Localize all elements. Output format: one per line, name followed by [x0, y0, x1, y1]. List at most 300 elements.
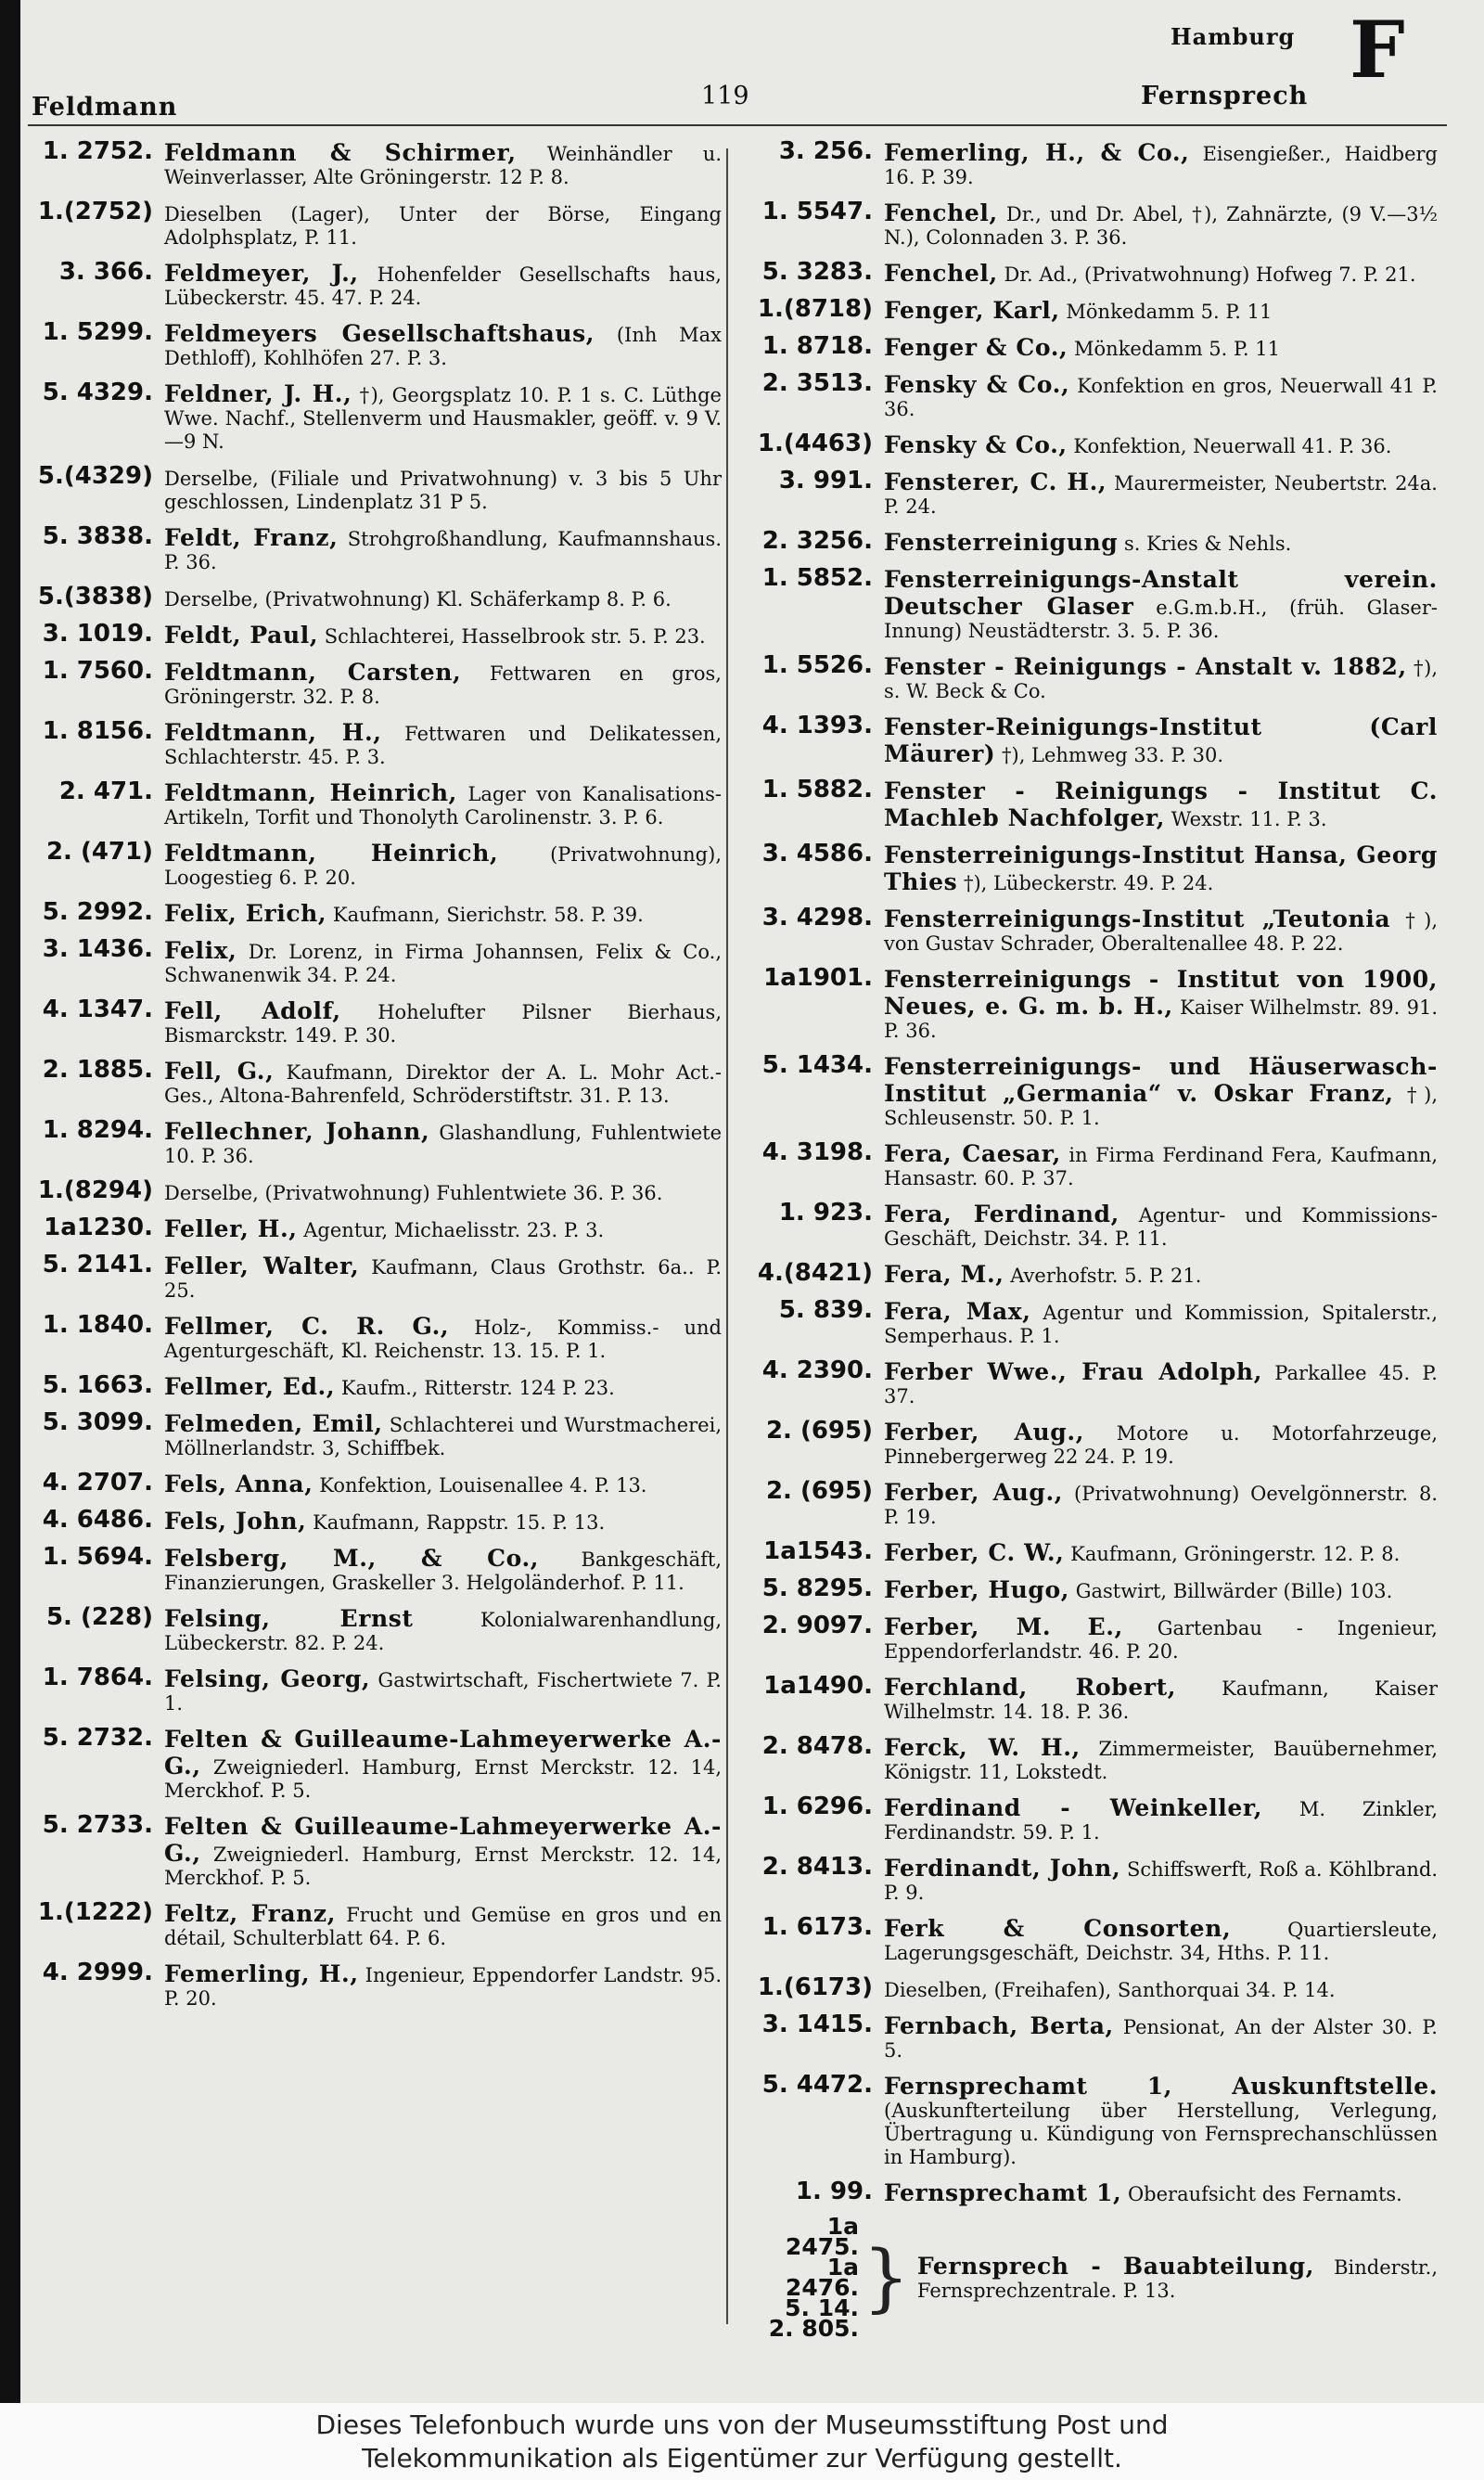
subscriber-details: Dr. Lorenz, in Firma Johannsen, Felix & Co., Schwanenwik 34. P. 24.: [164, 941, 722, 986]
phone-number: 1. 5694.: [42, 1543, 153, 1571]
subscriber-name: Felten & Guilleaume-Lahmeyerwerke A.-G.,: [164, 1813, 722, 1867]
subscriber-name: Fensterreinigungs- und Häuserwasch-Institut „Germania“ v. Oskar Franz,: [884, 1053, 1438, 1107]
right-entry-list: [748, 139, 1438, 2206]
entry-text: [884, 431, 1438, 458]
directory-entry: [748, 1674, 1438, 1724]
subscriber-name: Fera, Ferdinand,: [884, 1201, 1119, 1227]
entry-text: [884, 1479, 1438, 1529]
entry-text: [884, 1053, 1438, 1130]
subscriber-name: Feldt, Paul,: [164, 622, 319, 649]
subscriber-details: Schlachterei und Wurstmacherei, Möllnerlandstr. 3, Schiffbek.: [164, 1414, 722, 1459]
entry-text: [884, 1358, 1438, 1408]
subscriber-name: Felten & Guilleaume-Lahmeyerwerke A.-G.,: [164, 1726, 722, 1780]
directory-entry: [28, 199, 722, 250]
subscriber-details: Konfektion, Neuerwall 41. P. 36.: [1067, 435, 1392, 457]
directory-entry: [28, 1508, 722, 1535]
directory-entry: [28, 1118, 722, 1168]
entry-text: [884, 1539, 1438, 1566]
subscriber-name: Ferber, C. W.,: [884, 1539, 1065, 1566]
phone-number: 1. 5852.: [761, 564, 873, 592]
subscriber-details: (Privatwohnung), Loogestieg 6. P. 20.: [164, 843, 722, 889]
phone-number: 3. 4298.: [761, 904, 873, 932]
directory-entry: [748, 1855, 1438, 1905]
subscriber-details: Zweigniederl. Hamburg, Ernst Merckstr. 12. 14, Merckhof. P. 5.: [164, 1844, 722, 1889]
entry-text: [884, 1674, 1438, 1724]
directory-entry: [748, 1576, 1438, 1603]
subscriber-name: Feller, Walter,: [164, 1253, 360, 1279]
subscriber-details: Kaufm., Ritterstr. 124 P. 23.: [335, 1377, 615, 1399]
directory-entry: [28, 779, 722, 829]
subscriber-name: Fera, Max,: [884, 1298, 1031, 1325]
entry-text: [884, 713, 1438, 767]
directory-entry: [28, 1253, 722, 1303]
entry-text: [164, 464, 722, 514]
directory-entry: [28, 1813, 722, 1890]
phone-number: 4. 2390.: [761, 1356, 873, 1384]
subscriber-name: Fernsprechamt 1, Auskunftstelle.: [884, 2073, 1438, 2100]
entry-text: [164, 937, 722, 987]
subscriber-details: Zimmermeister, Bauübernehmer, Königstr. 11, Lokstedt.: [884, 1738, 1438, 1783]
directory-entry: [748, 1298, 1438, 1348]
entry-text: [884, 2179, 1438, 2206]
entry-text: [164, 1410, 722, 1460]
subscriber-details: Kaufmann, Direktor der A. L. Mohr Act.-Ges., Altona-Bahrenfeld, Schröderstiftstr. 31. P. 13.: [164, 1061, 722, 1107]
entry-text: [164, 997, 722, 1047]
subscriber-details: Holz-, Kommiss.- und Agenturgeschäft, Kl. Reichenstr. 13. 15. P. 1.: [164, 1317, 722, 1362]
entry-text: [164, 900, 722, 927]
directory-entry: [28, 585, 722, 611]
directory-entry: [28, 1900, 722, 1950]
directory-entry: [28, 1058, 722, 1108]
subscriber-details: Bankgeschäft, Finanzierungen, Graskeller 3. Helgoländerhof. P. 11.: [164, 1548, 722, 1594]
grouped-entry: [748, 2213, 1438, 2342]
subscriber-name: Ferdinand - Weinkeller,: [884, 1794, 1263, 1821]
phone-number: 4. 1393.: [761, 712, 873, 739]
phone-number: 1a1543.: [763, 1537, 873, 1565]
entry-text: [884, 334, 1438, 361]
phone-number: 1. 8294.: [42, 1116, 153, 1144]
entry-text: [884, 139, 1438, 189]
subscriber-details: Dieselben (Lager), Unter der Börse, Eingang Adolphsplatz, P. 11.: [164, 203, 722, 249]
subscriber-name: Fensterreinigung: [884, 529, 1119, 556]
subscriber-name: Fell, G.,: [164, 1058, 275, 1085]
directory-entry: [28, 1471, 722, 1497]
subscriber-details: Agentur, Michaelisstr. 23. P. 3.: [297, 1219, 605, 1241]
subscriber-name: Fernsprech - Bauabteilung,: [916, 2253, 1314, 2280]
phone-number: 2. 9097.: [761, 1612, 873, 1639]
phone-number: 2. 8478.: [761, 1732, 873, 1760]
subscriber-details: Schiffswerft, Roß a. Köhlbrand. P. 9.: [884, 1858, 1438, 1904]
subscriber-name: Feldtmann, Heinrich,: [164, 840, 499, 867]
subscriber-details: Kolonialwarenhandlung, Lübeckerstr. 82. P. 24.: [164, 1609, 722, 1654]
entry-text: [164, 524, 722, 574]
directory-entry: [28, 524, 722, 574]
directory-entry: [748, 1358, 1438, 1408]
phone-number: 2. 3513.: [761, 369, 873, 397]
entry-text: [884, 777, 1438, 831]
subscriber-details: †), Schleusenstr. 50. P. 1.: [884, 1084, 1439, 1129]
entry-text: [164, 659, 722, 709]
running-head-city: Hamburg: [1171, 23, 1296, 50]
footer-line: Telekommunikation als Eigentümer zur Verfügung gestellt.: [362, 2443, 1122, 2474]
phone-number: 5. 2733.: [42, 1811, 153, 1839]
phone-number: 4. 3198.: [761, 1138, 873, 1166]
subscriber-name: Fenchel,: [884, 260, 998, 287]
directory-entry: [748, 966, 1438, 1043]
subscriber-details: Schlachterei, Hasselbrook str. 5. P. 23.: [318, 625, 706, 648]
subscriber-details: Fettwaren en gros, Gröningerstr. 32. P. 8.: [164, 662, 722, 708]
directory-entry: [748, 1140, 1438, 1190]
phone-number: 5. 3099.: [42, 1408, 153, 1436]
subscriber-details: Gastwirt, Billwärder (Bille) 103.: [1069, 1580, 1393, 1602]
subscriber-name: Fenger, Karl,: [884, 297, 1060, 324]
directory-entry: [748, 1734, 1438, 1784]
directory-entry: [28, 937, 722, 987]
directory-entry: [28, 1605, 722, 1655]
phone-number: 3. 1019.: [42, 620, 153, 648]
page-number: 119: [701, 82, 749, 110]
phone-number: 4. 6486.: [42, 1506, 153, 1534]
directory-entry: [748, 842, 1438, 895]
subscriber-details: Derselbe, (Filiale und Privatwohnung) v. 3 bis 5 Uhr geschlossen, Lindenplatz 31 P 5.: [164, 468, 722, 513]
subscriber-name: Felsing, Georg,: [164, 1665, 371, 1692]
directory-entry: [748, 1613, 1438, 1664]
subscriber-name: Felsberg, M., & Co.,: [164, 1545, 540, 1572]
subscriber-name: Fensterreinigungs - Institut von 1900, Neues, e. G. m. b. H.,: [884, 966, 1438, 1020]
subscriber-details: †), Lehmweg 33. P. 30.: [995, 744, 1224, 766]
directory-entry: [748, 1479, 1438, 1529]
directory-entry: [28, 1410, 722, 1460]
subscriber-details: Mönkedamm 5. P. 11: [1059, 301, 1273, 323]
footer-line: Dieses Telefonbuch wurde uns von der Museumsstiftung Post und: [315, 2409, 1169, 2440]
directory-entry: [28, 900, 722, 927]
subscriber-name: Fera, M.,: [884, 1261, 1004, 1288]
phone-number: 5. 2732.: [42, 1724, 153, 1752]
subscriber-details: †), von Gustav Schrader, Oberaltenallee 48. P. 22.: [884, 909, 1439, 955]
subscriber-details: Agentur und Kommission, Spitalerstr., Semperhaus. P. 1.: [884, 1302, 1438, 1347]
section-letter: F: [1350, 4, 1405, 96]
subscriber-name: Fernsprechamt 1,: [884, 2179, 1122, 2206]
entry-text: [164, 1960, 722, 2011]
subscriber-details: e.G.m.b.H., (früh. Glaser-Innung) Neustädterstr. 3. 5. P. 36.: [884, 597, 1438, 642]
subscriber-details: Motore u. Motorfahrzeuge, Pinnebergerweg 22 24. P. 19.: [884, 1422, 1438, 1468]
subscriber-name: Fenster-Reinigungs-Institut (Carl Mäurer): [884, 713, 1438, 767]
entry-text: [164, 840, 722, 890]
entry-text: [884, 1915, 1438, 1965]
subscriber-details: Glashandlung, Fuhlentwiete 10. P. 36.: [164, 1122, 722, 1167]
phone-number: 2. (695): [765, 1477, 873, 1505]
phone-number: 5. 1434.: [761, 1051, 873, 1079]
subscriber-name: Fensterreinigungs-Institut „Teutonia: [884, 906, 1391, 932]
subscriber-details: Kaufmann, Gröningerstr. 12. P. 8.: [1064, 1543, 1401, 1565]
phone-number: 5. 2992.: [42, 898, 153, 926]
phone-number: 4.(8421): [757, 1259, 873, 1287]
subscriber-name: Fenster - Reinigungs - Anstalt v. 1882,: [884, 653, 1407, 680]
subscriber-details: Fettwaren und Delikatessen, Schlachterstr. 45. P. 3.: [164, 723, 722, 768]
directory-entry: [748, 566, 1438, 643]
subscriber-details: Kaufmann, Sierichstr. 58. P. 39.: [326, 904, 644, 926]
directory-entry: [748, 653, 1438, 703]
entry-text: [884, 297, 1438, 324]
phone-number: 1a1901.: [763, 964, 873, 992]
subscriber-details: Averhofstr. 5. P. 21.: [1004, 1265, 1202, 1287]
phone-number: 5. 1663.: [42, 1371, 153, 1399]
directory-entry: [28, 320, 722, 370]
subscriber-name: Ferdinandt, John,: [884, 1855, 1121, 1882]
entry-text: [884, 2012, 1438, 2062]
directory-entry: [748, 529, 1438, 556]
entry-text: [884, 653, 1438, 703]
entry-text: [884, 529, 1438, 556]
subscriber-name: Fenster - Reinigungs - Institut C. Machleb Nachfolger,: [884, 777, 1438, 831]
directory-entry: [28, 1960, 722, 2011]
directory-entry: [748, 1975, 1438, 2002]
subscriber-details: Dieselben, (Freihafen), Santhorquai 34. P. 14.: [884, 1979, 1336, 2001]
group-numbers: [748, 2213, 859, 2342]
header-rule: [28, 124, 1447, 126]
phone-number: 1.(4463): [757, 430, 873, 457]
footer-credit: [0, 2403, 1484, 2480]
phone-number: 1.(6173): [757, 1973, 873, 2001]
phone-number: 2. 471.: [58, 777, 153, 805]
entry-text: [164, 320, 722, 370]
entry-text: [164, 260, 722, 310]
subscriber-name: Fensterer, C. H.,: [884, 469, 1107, 495]
directory-entry: [748, 2179, 1438, 2206]
subscriber-details: Wexstr. 11. P. 3.: [1165, 808, 1327, 830]
subscriber-details: (Auskunfterteilung über Herstellung, Verlegung, Übertragung u. Kündigung von Fernsprechanschlüssen in Hamburg).: [884, 2100, 1438, 2168]
subscriber-details: Derselbe, (Privatwohnung) Fuhlentwiete 36. P. 36.: [164, 1182, 663, 1204]
phone-number: 1. 7560.: [42, 657, 153, 685]
phone-number: 5. 3283.: [761, 258, 873, 286]
directory-entry: [28, 1545, 722, 1595]
subscriber-details: †), Georgsplatz 10. P. 1 s. C. Lüthge Wwe. Nachf., Stellenverm und Hausmakler, geöff. v. 9 V.—9 N.: [164, 384, 722, 453]
directory-entry: [748, 2073, 1438, 2169]
entry-text: [164, 1058, 722, 1108]
subscriber-details: Hohelufter Pilsner Bierhaus, Bismarckstr. 149. P. 30.: [164, 1001, 722, 1047]
phone-number: 3. 1415.: [761, 2011, 873, 2038]
subscriber-details: (Inh Max Dethloff), Kohlhöfen 27. P. 3.: [164, 324, 722, 369]
directory-entry: [28, 1373, 722, 1400]
directory-entry: [28, 840, 722, 890]
entry-text: [884, 260, 1438, 287]
directory-entry: [28, 622, 722, 649]
subscriber-name: Ferber, Hugo,: [884, 1576, 1070, 1603]
subscriber-details: M. Zinkler, Ferdinandstr. 59. P. 1.: [884, 1798, 1438, 1844]
subscriber-details: Konfektion, Louisenallee 4. P. 13.: [313, 1474, 647, 1497]
entry-text: [164, 622, 722, 649]
directory-entry: [28, 1313, 722, 1363]
subscriber-details: Agentur- und Kommissions-Geschäft, Deichstr. 34. P. 11.: [884, 1204, 1438, 1250]
directory-entry: [748, 1794, 1438, 1844]
phone-number: 1. 6173.: [761, 1913, 873, 1941]
entry-text: [884, 199, 1438, 250]
phone-number: 5. 3838.: [42, 522, 153, 550]
subscriber-details: Konfektion en gros, Neuerwall 41 P. 36.: [884, 375, 1438, 420]
phone-number: 5. 2141.: [42, 1251, 153, 1279]
entry-text: [884, 906, 1438, 956]
directory-entry: [748, 713, 1438, 767]
phone-number: 4. 1347.: [42, 996, 153, 1023]
subscriber-name: Fensky & Co.,: [884, 371, 1070, 398]
subscriber-name: Feldtmann, H.,: [164, 719, 382, 746]
entry-text: [164, 779, 722, 829]
entry-text: [164, 1118, 722, 1168]
entry-text: [884, 1855, 1438, 1905]
directory-entry: [748, 1915, 1438, 1965]
subscriber-details: Ingenieur, Eppendorfer Landstr. 95. P. 20.: [164, 1964, 722, 2010]
phone-number: 2. 1885.: [42, 1056, 153, 1084]
entry-text: [164, 1471, 722, 1497]
phone-number: 1. 5882.: [761, 776, 873, 803]
directory-entry: [28, 719, 722, 769]
subscriber-name: Feldmeyers Gesellschaftshaus,: [164, 320, 595, 347]
subscriber-details: Hohenfelder Gesellschafts haus, Lübeckerstr. 45. 47. P. 24.: [164, 263, 722, 309]
directory-entry: [748, 334, 1438, 361]
subscriber-details: Parkallee 45. P. 37.: [884, 1362, 1438, 1407]
subscriber-name: Feldmeyer, J.,: [164, 260, 359, 287]
entry-text: [164, 1373, 722, 1400]
subscriber-name: Feldt, Franz,: [164, 524, 339, 551]
directory-entry: [748, 1419, 1438, 1469]
phone-number: 1. 1840.: [42, 1311, 153, 1339]
phone-number: 5. 4329.: [42, 379, 153, 406]
phone-number: 1. 2752.: [42, 137, 153, 165]
subscriber-details: Weinhändler u. Weinverlasser, Alte Gröningerstr. 12 P. 8.: [164, 143, 722, 188]
entry-text: [884, 1419, 1438, 1469]
subscriber-details: Dr., und Dr. Abel, †), Zahnärzte, (9 V.—3½ N.), Colonnaden 3. P. 36.: [884, 203, 1438, 249]
subscriber-details: Kaiser Wilhelmstr. 89. 91. P. 36.: [884, 996, 1438, 1042]
subscriber-details: Lager von Kanalisations-Artikeln, Torfit und Thonolyth Carolinenstr. 3. P. 6.: [164, 783, 722, 829]
subscriber-details: †), Lübeckerstr. 49. P. 24.: [957, 872, 1214, 894]
phone-number: 5. 4472.: [761, 2071, 873, 2099]
phone-number: 4. 2999.: [42, 1959, 153, 1986]
entry-text: [164, 1605, 722, 1655]
entry-text: [884, 1140, 1438, 1190]
directory-entry: [748, 199, 1438, 250]
directory-entry: [748, 139, 1438, 189]
subscriber-details: in Firma Ferdinand Fera, Kaufmann, Hansastr. 60. P. 37.: [884, 1144, 1438, 1189]
phone-number: 5. 14.: [785, 2294, 859, 2321]
subscriber-name: Ferchland, Robert,: [884, 1674, 1177, 1701]
phone-number: 5.(3838): [37, 583, 153, 610]
directory-entry: [28, 380, 722, 454]
phone-number: 2. 805.: [768, 2315, 859, 2342]
entry-text: [884, 1298, 1438, 1348]
subscriber-name: Feller, H.,: [164, 1215, 298, 1242]
subscriber-name: Ferber, Aug.,: [884, 1419, 1084, 1446]
entry-text: [884, 2073, 1438, 2169]
entry-text: [164, 1665, 722, 1715]
subscriber-details: Strohgroßhandlung, Kaufmannshaus. P. 36.: [164, 528, 723, 573]
subscriber-details: †), s. W. Beck & Co.: [884, 657, 1439, 702]
subscriber-name: Feldtmann, Heinrich,: [164, 779, 457, 806]
subscriber-name: Fernbach, Berta,: [884, 2012, 1114, 2039]
entry-text: [884, 1794, 1438, 1844]
phone-number: 3. 4586.: [761, 840, 873, 867]
directory-entry: [28, 260, 722, 310]
subscriber-name: Fellmer, C. R. G.,: [164, 1313, 450, 1340]
subscriber-details: Mönkedamm 5. P. 11: [1068, 338, 1280, 360]
subscriber-name: Fels, John,: [164, 1508, 307, 1535]
subscriber-name: Ferck, W. H.,: [884, 1734, 1081, 1761]
subscriber-details: s. Kries & Nehls.: [1118, 533, 1292, 555]
phone-number: 3. 256.: [778, 137, 873, 165]
subscriber-details: Quartiersleute, Lagerungsgeschäft, Deichstr. 34, Hths. P. 11.: [884, 1919, 1438, 1964]
subscriber-details: Oberaufsicht des Fernamts.: [1121, 2183, 1402, 2205]
subscriber-details: Kaufmann, Rappstr. 15. P. 13.: [306, 1511, 606, 1534]
phone-number: 5. 8295.: [761, 1574, 873, 1602]
subscriber-details: Maurermeister, Neubertstr. 24a. P. 24.: [884, 472, 1438, 518]
phone-number: 1. 6296.: [761, 1793, 873, 1820]
subscriber-name: Ferber Wwe., Frau Adolph,: [884, 1358, 1263, 1385]
subscriber-name: Femerling, H.,: [164, 1960, 359, 1987]
directory-entry: [748, 1201, 1438, 1251]
entry-text: [164, 1253, 722, 1303]
subscriber-details: Frucht und Gemüse en gros und en détail, Schulterblatt 64. P. 6.: [164, 1904, 722, 1949]
subscriber-details: Gastwirtschaft, Fischertwiete 7. P. 1.: [164, 1669, 722, 1715]
entry-text: [884, 1261, 1438, 1288]
phone-number: 1. 8156.: [42, 717, 153, 745]
subscriber-details: Gartenbau - Ingenieur, Eppendorferlandstr. 46. P. 20.: [884, 1617, 1438, 1663]
directory-entry: [748, 906, 1438, 956]
subscriber-name: Fenchel,: [884, 199, 998, 226]
directory-entry: [28, 464, 722, 514]
entry-text: [884, 842, 1438, 895]
directory-entry: [748, 260, 1438, 287]
phone-number: 1a 2475.: [785, 2213, 859, 2260]
phone-number: 2. (471): [45, 838, 153, 866]
subscriber-name: Felsing, Ernst: [164, 1605, 414, 1632]
subscriber-name: Ferber, M. E.,: [884, 1613, 1123, 1640]
entry-text: [164, 1508, 722, 1535]
directory-entry: [748, 371, 1438, 421]
entry-text: [884, 371, 1438, 421]
group-text: [917, 2253, 1438, 2303]
subscriber-details: Kaufmann, Kaiser Wilhelmstr. 14. 18. P. 36.: [884, 1677, 1438, 1723]
subscriber-details: (Privatwohnung) Oevelgönnerstr. 8. P. 19.: [884, 1483, 1438, 1528]
phone-number: 3. 1436.: [42, 935, 153, 963]
phone-number: 1. 5547.: [761, 198, 873, 225]
subscriber-details: Zweigniederl. Hamburg, Ernst Merckstr. 12. 14, Merckhof. P. 5.: [164, 1756, 722, 1802]
entry-text: [884, 1613, 1438, 1664]
directory-entry: [748, 1261, 1438, 1288]
phone-number: 1. 923.: [778, 1199, 873, 1227]
entry-text: [164, 1813, 722, 1890]
entry-text: [164, 199, 722, 250]
directory-entry: [28, 1665, 722, 1715]
phone-number: 3. 366.: [58, 258, 153, 286]
running-head-name: Feldmann: [32, 93, 178, 122]
phone-number: 5. (228): [45, 1603, 153, 1631]
phone-number: 1.(2752): [37, 198, 153, 225]
subscriber-name: Femerling, H., & Co.,: [884, 139, 1190, 166]
entry-text: [164, 1313, 722, 1363]
subscriber-details: Binderstr., Fernsprechzentrale. P. 13.: [916, 2256, 1438, 2302]
phone-number: 5. 839.: [778, 1296, 873, 1324]
entry-text: [884, 1975, 1438, 2002]
running-head-section: Fernsprech: [1141, 82, 1309, 110]
phone-number: 4. 2707.: [42, 1469, 153, 1497]
phone-number: 1.(8718): [757, 295, 873, 323]
entry-text: [164, 1900, 722, 1950]
subscriber-name: Fels, Anna,: [164, 1471, 313, 1497]
entry-text: [164, 380, 722, 454]
phone-number: 1a 2476.: [785, 2254, 859, 2301]
subscriber-name: Fellechner, Johann,: [164, 1118, 430, 1145]
subscriber-details: Eisengießer., Haidberg 16. P. 39.: [884, 143, 1438, 188]
subscriber-name: Fera, Caesar,: [884, 1140, 1061, 1167]
